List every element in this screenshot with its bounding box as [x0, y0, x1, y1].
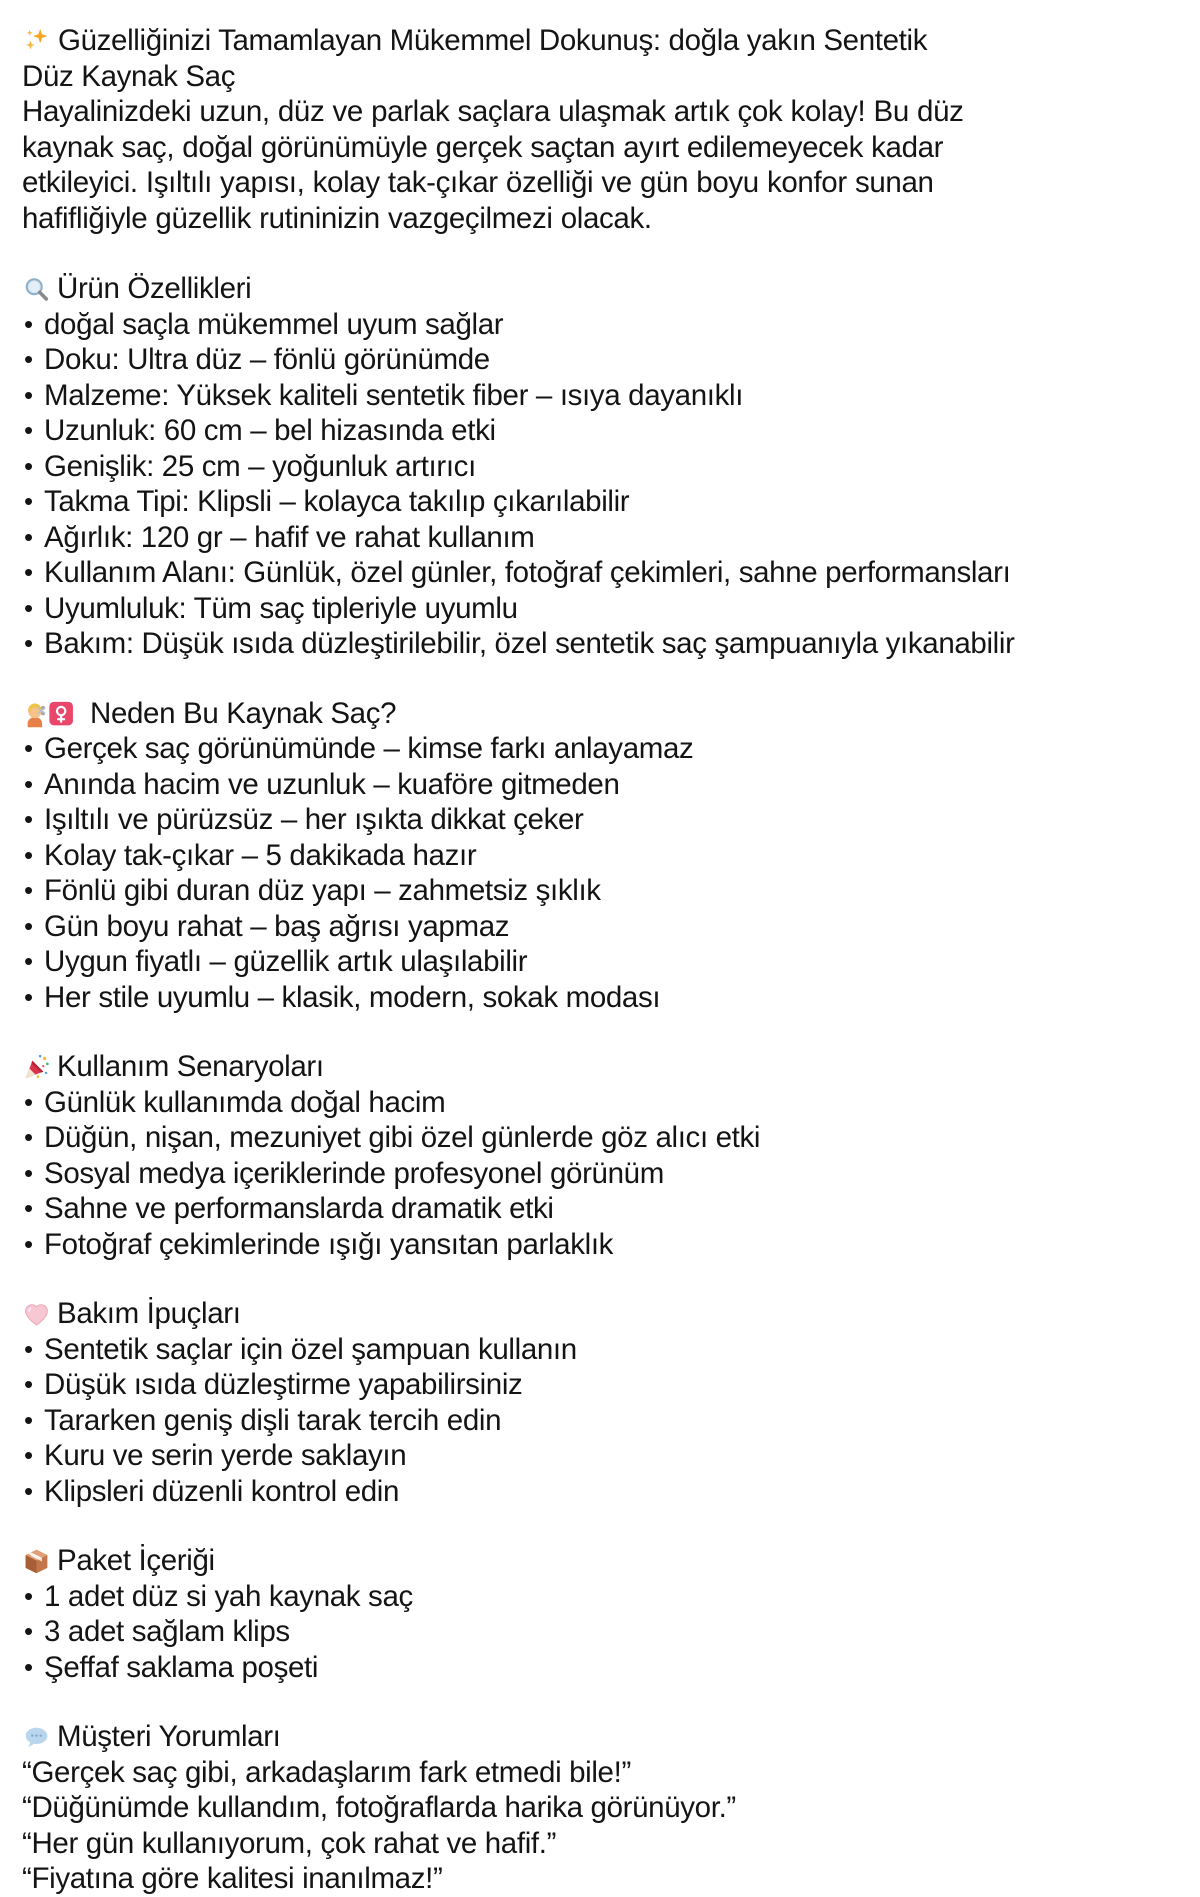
list-item: • Düğün, nişan, mezuniyet gibi özel günlerde göz alıcı etki	[22, 1120, 1074, 1156]
section-heading-label: Müşteri Yorumları	[57, 1720, 281, 1753]
list-item: • Sosyal medya içeriklerinde profesyonel görünüm	[22, 1156, 1074, 1192]
list-item: • Bakım: Düşük ısıda düzleştirilebilir, özel sentetik saç şampuanıyla yıkanabilir	[22, 626, 1074, 662]
testimonial-quote: “Gerçek saç gibi, arkadaşlarım fark etmedi bile!”	[22, 1755, 631, 1789]
spacer	[22, 1685, 1176, 1719]
list-item: • Düşük ısıda düzleştirme yapabilirsiniz	[22, 1367, 1074, 1403]
section-heading	[22, 1719, 1176, 1755]
haircut-woman-icon	[22, 700, 84, 729]
list-item: • Kolay tak-çıkar – 5 dakikada hazır	[22, 838, 1074, 874]
list-item: • Gerçek saç görünümünde – kimse farkı anlayamaz	[22, 731, 1074, 767]
section-heading-label: Ürün Özellikleri	[57, 272, 252, 305]
spacer	[22, 1509, 1176, 1543]
sparkles-icon	[22, 26, 52, 56]
list-item: • Kullanım Alanı: Günlük, özel günler, fotoğraf çekimleri, sahne performansları	[22, 555, 1074, 591]
list-item: • Fönlü gibi duran düz yapı – zahmetsiz şıklık	[22, 873, 1074, 909]
list-item: • Günlük kullanımda doğal hacim	[22, 1085, 1074, 1121]
section-heading	[22, 1296, 1176, 1332]
intro-paragraph: Hayalinizdeki uzun, düz ve parlak saçlara ulaşmak artık çok kolay! Bu düz kaynak saç, doğal görünümüyle gerçek saçtan ayırt edilemeyecek kadar etkileyici. Işıltılı yapısı, kolay tak-çıkar özelliği ve gün boyu konfor sunan hafifliğiyle güzellik rutininizin vazgeçilmezi olacak.	[22, 95, 964, 235]
section-neden-bu-kaynak-sac	[22, 696, 1176, 1016]
spacer	[22, 236, 1176, 271]
list-item: • Doku: Ultra düz – fönlü görünümde	[22, 342, 1074, 378]
section-heading-label: Paket İçeriği	[57, 1544, 215, 1577]
list-item: • Malzeme: Yüksek kaliteli sentetik fiber – ısıya dayanıklı	[22, 378, 1074, 414]
section-heading-label: Kullanım Senaryoları	[57, 1050, 324, 1083]
spacer	[22, 1015, 1176, 1049]
scenario-list	[22, 1085, 1176, 1263]
magnifying-glass-icon	[22, 275, 51, 304]
list-item: • Uzunluk: 60 cm – bel hizasında etki	[22, 413, 1074, 449]
list-item: • Ağırlık: 120 gr – hafif ve rahat kullanım	[22, 520, 1074, 556]
testimonial-quote: “Fiyatına göre kalitesi inanılmaz!”	[22, 1862, 443, 1895]
list-item: • doğal saçla mükemmel uyum sağlar	[22, 307, 1074, 343]
spacer	[22, 662, 1176, 696]
spacer	[22, 1262, 1176, 1296]
testimonial-quote: “Her gün kullanıyorum, çok rahat ve hafif.”	[22, 1826, 557, 1860]
list-item: • Anında hacim ve uzunluk – kuaföre gitmeden	[22, 767, 1074, 803]
pink-heart-icon	[22, 1300, 51, 1329]
list-item: • Sentetik saçlar için özel şampuan kullanın	[22, 1332, 1074, 1368]
section-heading	[22, 1543, 1176, 1579]
feature-list	[22, 307, 1176, 662]
page-title-line-1	[22, 22, 1032, 59]
section-paket-icerigi	[22, 1543, 1176, 1685]
section-heading	[22, 696, 1176, 732]
list-item: • Her stile uyumlu – klasik, modern, sokak modası	[22, 980, 1074, 1016]
section-urun-ozellikleri	[22, 271, 1176, 662]
list-item: • Tararken geniş dişli tarak tercih edin	[22, 1403, 1074, 1439]
section-musteri-yorumlari	[22, 1719, 1176, 1897]
section-heading-label: Bakım İpuçları	[57, 1297, 241, 1330]
list-item: • 1 adet düz si yah kaynak saç	[22, 1579, 1074, 1615]
section-heading	[22, 271, 1176, 307]
section-kullanim-senaryolari	[22, 1049, 1176, 1262]
list-item: • Işıltılı ve pürüzsüz – her ışıkta dikkat çeker	[22, 802, 1074, 838]
benefit-list	[22, 731, 1176, 1015]
page-title-line-2: Düz Kaynak Saç	[22, 59, 236, 93]
party-popper-icon	[22, 1053, 51, 1082]
package-contents-list	[22, 1579, 1176, 1686]
list-item: • Genişlik: 25 cm – yoğunluk artırıcı	[22, 449, 1074, 485]
section-bakim-ipuclari	[22, 1296, 1176, 1509]
page-title-text-1: Güzelliğinizi Tamamlayan Mükemmel Dokunuş: doğla yakın Sentetik	[58, 24, 928, 57]
list-item: • 3 adet sağlam klips	[22, 1614, 1074, 1650]
section-heading	[22, 1049, 1176, 1085]
list-item: • Kuru ve serin yerde saklayın	[22, 1438, 1074, 1474]
page-title	[22, 22, 1176, 94]
section-heading-label: Neden Bu Kaynak Saç?	[90, 696, 397, 730]
testimonial-quote: “Düğünümde kullandım, fotoğraflarda harika görünüyor.”	[22, 1791, 736, 1824]
care-tips-list	[22, 1332, 1176, 1510]
list-item: • Uygun fiyatlı – güzellik artık ulaşılabilir	[22, 944, 1074, 980]
package-icon	[22, 1547, 51, 1576]
list-item: • Sahne ve performanslarda dramatik etki	[22, 1191, 1074, 1227]
list-item: • Gün boyu rahat – baş ağrısı yapmaz	[22, 909, 1074, 945]
list-item: • Şeffaf saklama poşeti	[22, 1650, 1074, 1686]
list-item: • Uyumluluk: Tüm saç tipleriyle uyumlu	[22, 591, 1074, 627]
list-item: • Takma Tipi: Klipsli – kolayca takılıp çıkarılabilir	[22, 484, 1074, 520]
speech-balloon-icon	[22, 1723, 51, 1752]
list-item: • Klipsleri düzenli kontrol edin	[22, 1474, 1074, 1510]
list-item: • Fotoğraf çekimlerinde ışığı yansıtan parlaklık	[22, 1227, 1074, 1263]
